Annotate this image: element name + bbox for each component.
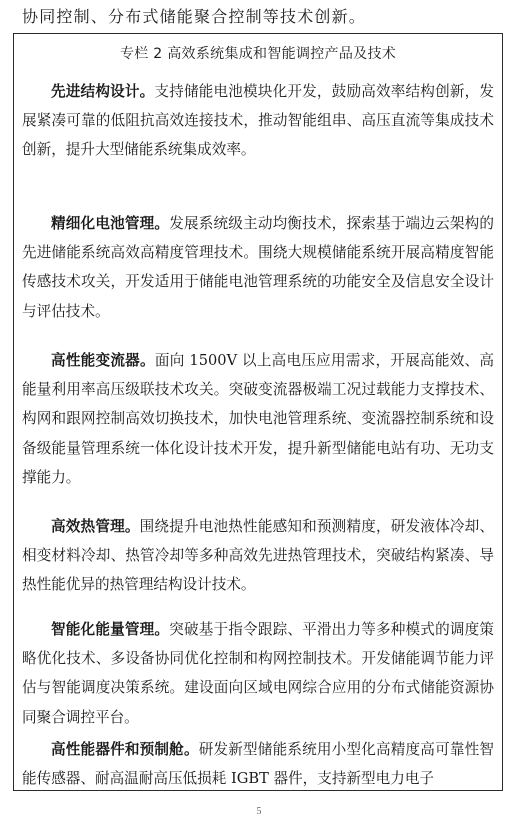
section-energy-management [22,615,494,732]
section-body: 围绕提升电池热性能感知和预测精度，研发液体冷却、相变材料冷却、热管冷却等多种高效先进热管理技术，突破结构紧凑、导热性能优异的热管理结构设计技术。 [22,518,494,594]
page-number: 5 [256,806,262,817]
section-heading: 高效热管理。 [51,518,140,535]
section-heading: 高性能变流器。 [51,352,155,369]
section-body: 突破基于指令跟踪、平滑出力等多种模式的调度策略优化技术、多设备协同优化控制和构网控制技术。开发储能调节能力评估与智能调度决策系统。建设面向区域电网综合应用的分布式储能资源协同聚合调控平台。 [22,621,494,726]
section-body: 面向 1500V 以上高电压应用需求，开展高能效、高能量利用率高压级联技术攻关。突破变流器极端工况过载能力支撑技术、构网和跟网控制高效切换技术，加快电池管理系统、变流器控制系统和设备级能量管理系统一体化设计技术开发，提升新型储能电站有功、无功支撑能力。 [22,352,494,486]
section-body: 支持储能电池模块化开发，鼓励高效率结构创新，发展紧凑可靠的低阻抗高效连接技术，推动智能组串、高压直流等集成技术创新，提升大型储能系统集成效率。 [22,83,494,159]
section-body: 研发新型储能系统用小型化高精度高可靠性智能传感器、耐高温耐高压低损耗 IGBT 器件，支持新型电力电子 [22,741,494,788]
section-thermal-management [22,512,494,600]
section-heading: 智能化能量管理。 [51,621,170,638]
section-heading: 精细化电池管理。 [51,215,170,232]
section-devices-prefab [22,735,494,793]
continued-text-line: 协同控制、分布式储能聚合控制等技术创新。 [22,7,367,26]
section-battery-management [22,209,494,326]
section-heading: 高性能器件和预制舱。 [51,741,199,758]
column-title: 专栏 2 高效系统集成和智能调控产品及技术 [119,46,397,62]
section-converter [22,346,494,492]
section-heading: 先进结构设计。 [51,83,155,100]
section-structure-design [22,77,494,165]
column-box [13,33,503,791]
section-body: 发展系统级主动均衡技术，探索基于端边云架构的先进储能系统高效高精度管理技术。围绕大规模储能系统开展高精度智能传感技术攻关，开发适用于储能电池管理系统的功能安全及信息安全设计与评估技术。 [22,215,494,320]
